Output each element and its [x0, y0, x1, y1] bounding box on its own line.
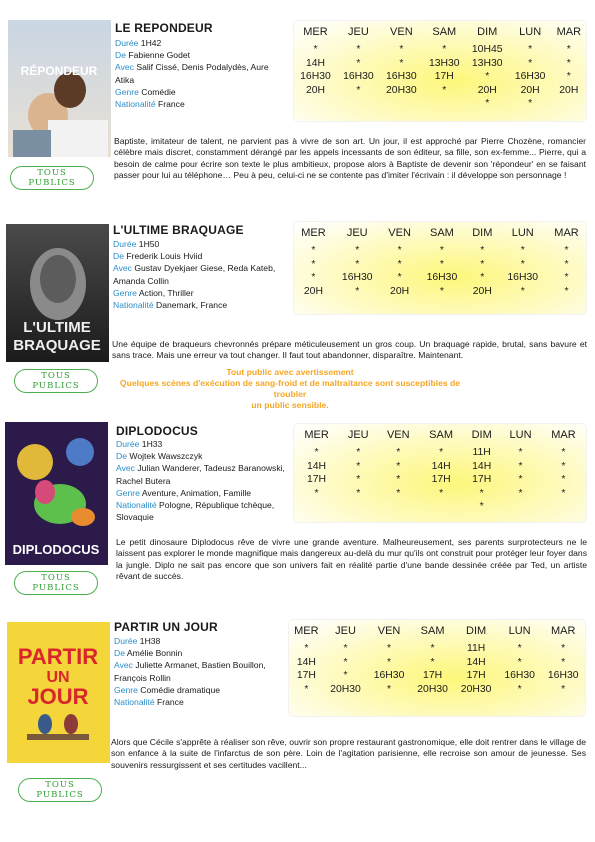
showtime-cell [380, 97, 423, 111]
poster-ultime-title-2: BRAQUAGE [13, 337, 101, 354]
schedule-header-row [294, 424, 586, 446]
film-title: PARTIR UN JOUR [114, 620, 218, 634]
day-header: SAM [432, 26, 457, 38]
showtime-cell: * [528, 44, 533, 55]
showtime-cell: 20H [390, 285, 410, 297]
showtime-cell: * [356, 57, 361, 69]
showtime-cell: * [564, 245, 569, 256]
poster-partir-title-3: JOUR [27, 684, 89, 709]
schedule-row [294, 271, 586, 285]
film-info: Durée 1H42 De Fabienne Godet Avec Salif Cissé, Denis Podalydès, Aure Atika Genre Comédie Nationalité France [115, 38, 269, 110]
showtime-cell: * [355, 245, 360, 256]
showtime-cell: * [304, 643, 309, 654]
showtime-cell: * [343, 643, 348, 654]
schedule-table [294, 21, 586, 121]
day-header: MER [303, 26, 328, 38]
film-title: LE REPONDEUR [115, 21, 213, 35]
schedule-row [294, 500, 586, 514]
showtime-cell: 14H [472, 460, 492, 472]
poster-ultime-braquage-image [6, 224, 109, 362]
showtime-cell: 20H [303, 285, 323, 297]
schedule-row [294, 43, 586, 57]
schedule-row [294, 57, 586, 71]
film-info: Durée 1H38 De Amélie Bonnin Avec Juliette Armanet, Bastien Bouillon, François Rollin Genre Comédie dramatique Nationalité France [114, 636, 266, 708]
showtime-cell: * [561, 683, 566, 695]
film-title: L'ULTIME BRAQUAGE [113, 223, 244, 237]
day-header: LUN [508, 625, 531, 637]
showtime-cell: * [479, 487, 484, 499]
schedule-row [294, 258, 586, 272]
showtime-cell: * [561, 487, 566, 499]
showtime-cell: 20H [305, 84, 325, 96]
showtime-cell: 20H [520, 84, 540, 96]
showtime-cell: 17H [423, 670, 443, 681]
showtime-cell [541, 500, 586, 514]
tous-publics-badge: TOUS PUBLICS [14, 369, 98, 393]
schedule-row [294, 473, 586, 487]
showtime-cell: * [517, 683, 522, 695]
showtime-cell: * [518, 474, 523, 485]
showtime-cell: * [396, 447, 401, 458]
showtime-cell: * [396, 487, 401, 499]
showtime-cell: * [480, 258, 485, 270]
day-header: VEN [390, 26, 413, 38]
showtime-cell: 14H [296, 656, 316, 668]
showtime-cell: 11H [472, 447, 491, 458]
showtime-cell: * [356, 447, 361, 458]
schedule-header-row [294, 21, 586, 43]
showtime-cell: * [561, 460, 566, 472]
poster-ultime-title-1: L'ULTIME [23, 319, 91, 336]
showtime-cell: * [480, 245, 485, 256]
showtime-cell: * [564, 258, 569, 270]
showtime-cell: * [397, 272, 402, 283]
showtime-cell: 17H [307, 474, 327, 485]
schedule-row [289, 642, 585, 656]
showtime-cell: * [439, 285, 444, 297]
synopsis: Baptiste, imitateur de talent, ne parvient pas à vivre de son art. Un jour, il est approché par Pierre Chozène, romancier célèbre mais discret, constamment dérangé par les appels incessants de son éditeur, sa fille, son ex-femme... Pierre, qui a besoin de calme pour écrire son texte le plus ambitieux, propose alors à Baptiste de devenir son 'répondeur' en se faisant passer pour lui au téléphone… Peu à peu, celui-ci ne se contente pas d'imiter l'écrivain : il développe son personnage ! [114, 136, 586, 181]
day-header: LUN [519, 26, 542, 38]
schedule-row [294, 244, 586, 258]
schedule-row [289, 669, 585, 683]
showtime-cell: 16H30 [504, 670, 535, 681]
showtime-cell: * [387, 656, 392, 668]
showtime-cell: * [356, 474, 361, 485]
showtime-cell: * [304, 683, 309, 695]
showtime-cell: * [343, 656, 348, 668]
showtime-cell: 20H30 [386, 84, 417, 96]
showtime-cell: 14H [305, 57, 325, 69]
day-header: SAM [429, 429, 454, 441]
showtime-cell: * [311, 258, 316, 270]
poster-diplodocus-title: DIPLODOCUS [12, 542, 100, 557]
showtime-cell: 13H30 [471, 57, 503, 69]
showtime-cell: * [520, 285, 525, 297]
poster-repondeur [8, 20, 111, 157]
showtime-cell: * [561, 474, 566, 485]
showtime-cell: * [397, 258, 402, 270]
showtime-cell: * [396, 474, 401, 485]
showtime-cell: * [311, 272, 316, 283]
showtime-cell: 16H30 [386, 71, 417, 82]
showtime-cell [339, 500, 377, 514]
showtime-cell: 20H30 [460, 683, 492, 695]
day-header: VEN [386, 429, 410, 441]
poster-repondeur-image [8, 20, 111, 157]
day-header: MER [301, 227, 326, 239]
day-header: JEU [348, 26, 369, 38]
showtime-cell: 17H [434, 71, 454, 82]
showtime-cell: 17H [431, 474, 451, 485]
showtime-cell: * [566, 44, 571, 55]
schedule-row [289, 656, 585, 670]
day-header: JEU [347, 429, 369, 441]
showtime-cell: * [439, 245, 444, 256]
day-header: DIM [471, 429, 492, 441]
showtime-cell: * [439, 487, 444, 499]
showtime-cell: 11H [466, 643, 486, 654]
showtime-cell: 16H30 [547, 670, 579, 681]
showtime-cell: 17H [466, 670, 486, 681]
schedule-table [289, 620, 585, 716]
showtime-cell [294, 500, 339, 514]
showtime-cell: 16H30 [373, 670, 405, 681]
day-header: JEU [346, 227, 368, 239]
showtime-cell: * [518, 447, 523, 458]
showtime-cell: * [561, 447, 566, 458]
showtime-cell [294, 97, 337, 111]
showtime-cell: * [314, 447, 319, 458]
showtime-cell: * [518, 487, 523, 499]
showtime-cell: * [314, 487, 319, 499]
showtime-cell: * [343, 670, 348, 681]
showtime-cell: 17H [296, 670, 316, 681]
day-header: MAR [550, 625, 576, 637]
showtime-cell: * [442, 44, 447, 55]
synopsis: Le petit dinosaure Diplodocus rêve de vivre une grande aventure. Malheureusement, ses parents surprotecteurs ne le laissent pas explorer le monde magnifique mais dangereux au-delà du mur qu'ils ont construit pour protéger leur foyer dans la jungle. Diplo ne sait pas encore que son univers fait en réalité partie d'une bande dessinée créée par Ted, un artiste rêvant de succès. [116, 537, 587, 582]
day-header: SAM [420, 625, 445, 637]
day-header: MAR [551, 429, 576, 441]
film-info: Durée 1H50 De Frederik Louis Hviid Avec Gustav Dyekjaer Giese, Reda Kateb, Amanda Collin Genre Action, Thriller Nationalité Danemark, France [113, 239, 276, 311]
tous-publics-badge: TOUS PUBLICS [10, 166, 94, 190]
showtime-cell: * [566, 71, 571, 82]
showtime-cell: 16H30 [341, 272, 373, 283]
showtime-cell: * [313, 44, 318, 55]
showtime-cell: 20H [472, 285, 492, 297]
showtime-cell: * [517, 643, 522, 654]
showtime-cell: * [528, 57, 533, 69]
schedule-header-row [294, 222, 586, 244]
showtime-cell: 20H [559, 84, 579, 96]
showtime-cell: * [356, 84, 361, 96]
showtime-cell: * [566, 57, 571, 69]
showtime-cell: 20H30 [330, 683, 361, 695]
showtime-cell: * [528, 98, 533, 109]
day-header: DIM [477, 26, 498, 38]
showtime-cell: * [356, 460, 361, 472]
schedule-table [294, 424, 586, 522]
showtime-cell: 16H30 [426, 272, 458, 283]
showtime-cell: * [356, 487, 361, 499]
showtime-cell: * [439, 258, 444, 270]
schedule-row [294, 70, 586, 84]
showtime-cell: 17H [472, 474, 492, 485]
showtime-cell [423, 97, 466, 111]
poster-partir-title-2: UN [46, 669, 70, 686]
showtime-cell: * [439, 447, 444, 458]
day-header: DIM [472, 227, 493, 239]
showtime-cell: 13H30 [428, 57, 460, 69]
showtime-cell: 16H30 [300, 71, 331, 82]
showtime-cell: 20H30 [417, 683, 448, 695]
day-header: MAR [554, 227, 579, 239]
age-warning: Tout public avec avertissement Quelques scènes d'exécution de sang-froid et de maltraitance sont susceptibles de troubler un public sensible. [119, 367, 461, 410]
showtime-cell: * [520, 245, 525, 256]
schedule-row [294, 487, 586, 501]
schedule-row [294, 460, 586, 474]
day-header: MER [294, 625, 319, 637]
schedule-row [294, 285, 586, 299]
day-header: VEN [377, 625, 401, 637]
showtime-cell [337, 97, 380, 111]
showtime-cell: 14H [307, 460, 327, 472]
schedule-row [294, 97, 586, 111]
showtime-cell: 14H [431, 460, 451, 472]
showtime-cell: * [399, 44, 404, 55]
poster-diplodocus-image [5, 422, 108, 565]
film-title: DIPLODOCUS [116, 424, 199, 438]
synopsis: Alors que Cécile s'apprête à réaliser son rêve, ouvrir son propre restaurant gastronomique, elle doit rentrer dans le village de son enfance à la suite de l'infarctus de son père. Loin de l'agitation parisienne, elle recroise son amour de jeunesse. Ses souvenirs ressurgissent et ses certitudes vacillent... [111, 737, 586, 770]
day-header: LUN [509, 429, 532, 441]
showtime-cell: * [561, 643, 566, 654]
showtime-cell: * [479, 501, 484, 512]
showtime-cell: 16H30 [343, 71, 374, 82]
tous-publics-badge: TOUS PUBLICS [18, 778, 102, 802]
showtime-cell: * [520, 258, 525, 270]
day-header: JEU [335, 625, 356, 637]
day-header: VEN [388, 227, 411, 239]
tous-publics-badge: TOUS PUBLICS [14, 571, 98, 595]
showtime-cell: * [356, 44, 361, 55]
schedule-row [294, 446, 586, 460]
schedule-row [289, 683, 585, 697]
showtime-cell: * [387, 643, 392, 654]
showtime-cell: * [518, 460, 523, 472]
showtime-cell: * [311, 245, 316, 256]
showtime-cell: * [430, 643, 435, 654]
showtime-cell: * [396, 460, 401, 472]
showtime-cell: * [485, 98, 490, 109]
showtime-cell: * [564, 285, 569, 297]
showtime-cell: * [480, 272, 485, 283]
showtime-cell: 16H30 [507, 272, 539, 283]
day-header: DIM [466, 625, 487, 637]
showtime-cell: * [355, 258, 360, 270]
schedule-header-row [289, 620, 585, 642]
showtime-cell: 20H [477, 84, 497, 96]
showtime-cell: * [485, 71, 490, 82]
showtime-cell [419, 500, 463, 514]
showtime-cell: 16H30 [514, 71, 546, 82]
showtime-cell [552, 97, 586, 111]
day-header: LUN [511, 227, 534, 239]
poster-partir-un-jour [7, 622, 110, 763]
poster-partir-image [7, 622, 110, 763]
showtime-cell: * [561, 656, 566, 668]
showtime-cell: * [517, 656, 522, 668]
day-header: SAM [430, 227, 454, 239]
day-header: MAR [556, 26, 582, 38]
poster-repondeur-title: RÉPONDEUR [20, 64, 98, 78]
schedule-table [294, 222, 586, 314]
day-header: MER [304, 429, 329, 441]
showtime-cell: * [397, 245, 402, 256]
poster-diplodocus [5, 422, 108, 565]
poster-ultime-braquage [6, 224, 109, 362]
showtime-cell: * [387, 683, 392, 695]
poster-partir-title-1: PARTIR [17, 644, 99, 669]
showtime-cell [500, 500, 541, 514]
showtime-cell: * [430, 656, 435, 668]
showtime-cell [377, 500, 419, 514]
synopsis: Une équipe de braqueurs chevronnés prépare méticuleusement un gros coup. Un braquage rapide, brutal, sans bavure et sans trace. Mais une erreur va tout changer. Il faut tout abandonner, disparaître. Maintenant. [112, 339, 587, 361]
showtime-cell: * [442, 84, 447, 96]
film-info: Durée 1H33 De Wojtek Wawszczyk Avec Julian Wanderer, Tadeusz Baranowski, Rachel Butera Genre Aventure, Animation, Famille Nationalité Pologne, République tchèque, Slovaquie [116, 439, 285, 523]
showtime-cell: 14H [466, 656, 486, 668]
showtime-cell: * [564, 272, 569, 283]
showtime-cell: * [399, 57, 404, 69]
showtime-cell: 10H45 [471, 44, 503, 55]
showtime-cell: * [355, 285, 360, 297]
schedule-row [294, 84, 586, 98]
